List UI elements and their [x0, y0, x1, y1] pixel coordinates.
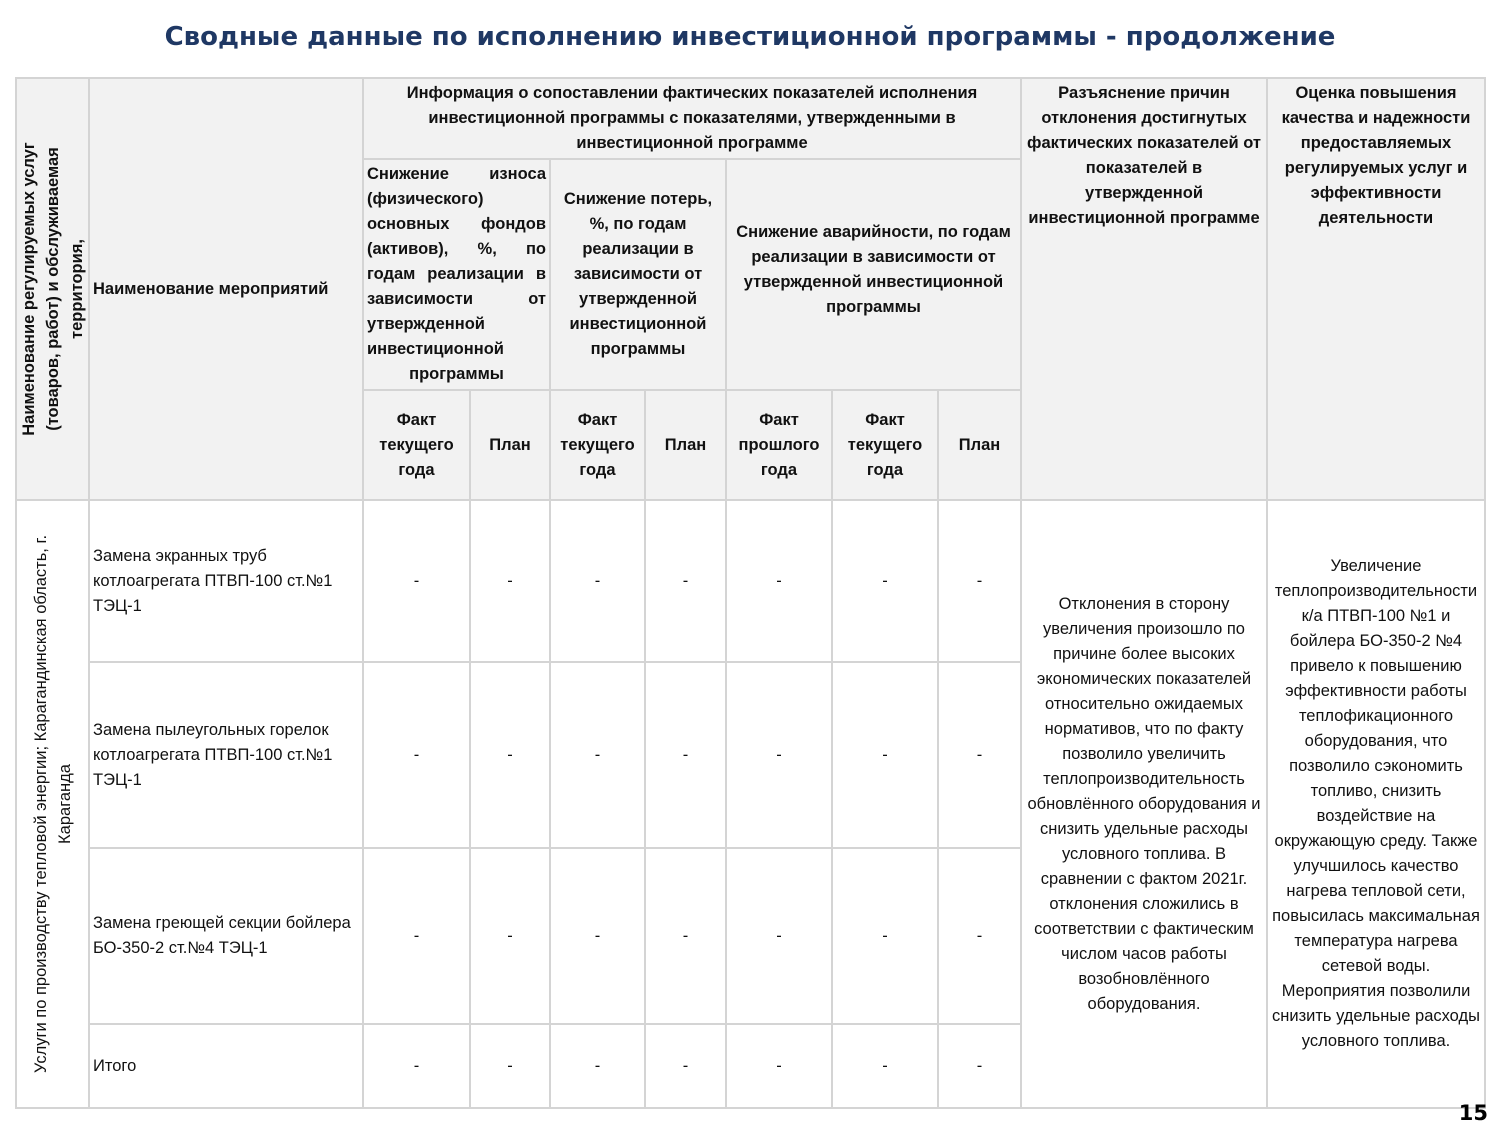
header-service-label: Наименование регулируемых услуг (товаров, работ) и обслуживаемая территория, — [19, 142, 86, 436]
header-accident-fact-previous: Факт прошлого года — [726, 390, 832, 500]
value-cell: - — [363, 662, 470, 848]
investment-program-table — [15, 77, 1486, 1109]
header-wear-fact-current: Факт текущего года — [363, 390, 470, 500]
header-accident-fact-current: Факт текущего года — [832, 390, 938, 500]
value-cell: - — [938, 662, 1021, 848]
value-cell: - — [832, 848, 938, 1024]
value-cell: - — [363, 1024, 470, 1108]
total-label: Итого — [89, 1024, 363, 1108]
value-cell: - — [832, 1024, 938, 1108]
value-cell: - — [550, 848, 645, 1024]
value-cell: - — [832, 500, 938, 662]
value-cell: - — [645, 1024, 726, 1108]
header-wear-group: Снижение износа (физического) основных фондов (активов), %, по годам реализации в зависимости от утвержденной инвестиционной программы — [363, 159, 550, 390]
header-wear-plan: План — [470, 390, 550, 500]
header-reason-column: Разъяснение причин отклонения достигнутых фактических показателей от показателей в утвержденной инвестиционной программе — [1021, 78, 1267, 500]
value-cell: - — [726, 848, 832, 1024]
value-cell: - — [938, 500, 1021, 662]
value-cell: - — [470, 662, 550, 848]
value-cell: - — [938, 848, 1021, 1024]
value-cell: - — [470, 848, 550, 1024]
header-assessment-column: Оценка повышения качества и надежности предоставляемых регулируемых услуг и эффективности деятельности — [1267, 78, 1485, 500]
service-label: Услуги по производству тепловой энергии; Карагандинская область, г. Караганда — [31, 534, 74, 1074]
header-loss-group: Снижение потерь, %, по годам реализации в зависимости от утвержденной инвестиционной программы — [550, 159, 726, 390]
header-service-column — [16, 78, 89, 500]
activity-name: Замена греющей секции бойлера БО-350-2 ст.№4 ТЭЦ-1 — [89, 848, 363, 1024]
page-number: 15 — [1458, 1101, 1488, 1125]
value-cell: - — [726, 500, 832, 662]
header-loss-plan: План — [645, 390, 726, 500]
page-title: Сводные данные по исполнению инвестиционной программы - продолжение — [164, 22, 1336, 52]
header-comparison-group: Информация о сопоставлении фактических показателей исполнения инвестиционной программы с показателями, утвержденными в инвестиционной программе — [363, 78, 1021, 159]
header-accident-plan: План — [938, 390, 1021, 500]
value-cell: - — [550, 662, 645, 848]
value-cell: - — [645, 848, 726, 1024]
value-cell: - — [645, 500, 726, 662]
header-accident-group: Снижение аварийности, по годам реализации в зависимости от утвержденной инвестиционной программы — [726, 159, 1021, 390]
value-cell: - — [550, 500, 645, 662]
value-cell: - — [363, 848, 470, 1024]
assessment-text: Увеличение теплопроизводительности к/а ПТВП-100 №1 и бойлера БО-350-2 №4 привело к повышению эффективности работы теплофикационного оборудования, что позволило сэкономить топливо, снизить воздействие на окружающую среду. Также улучшилось качество нагрева тепловой сети, повысилась максимальная температура нагрева сетевой воды. Мероприятия позволили снизить удельные расходы условного топлива. — [1267, 500, 1485, 1108]
value-cell: - — [645, 662, 726, 848]
header-loss-fact-current: Факт текущего года — [550, 390, 645, 500]
service-cell — [16, 500, 89, 1108]
reason-text: Отклонения в сторону увеличения произошло по причине более высоких экономических показателей относительно ожидаемых нормативов, что по факту позволило увеличить теплопроизводительность обновлённого оборудования и снизить удельные расходы условного топлива. В сравнении с фактом 2021г. отклонения сложились в соответствии с фактическим числом часов работы возобновлённого оборудования. — [1021, 500, 1267, 1108]
activity-name: Замена экранных труб котлоагрегата ПТВП-100 ст.№1 ТЭЦ-1 — [89, 500, 363, 662]
header-activity-column: Наименование мероприятий — [89, 78, 363, 500]
value-cell: - — [726, 662, 832, 848]
table-row — [16, 500, 1485, 662]
value-cell: - — [550, 1024, 645, 1108]
value-cell: - — [726, 1024, 832, 1108]
activity-name: Замена пылеугольных горелок котлоагрегата ПТВП-100 ст.№1 ТЭЦ-1 — [89, 662, 363, 848]
value-cell: - — [470, 1024, 550, 1108]
value-cell: - — [363, 500, 470, 662]
value-cell: - — [938, 1024, 1021, 1108]
value-cell: - — [832, 662, 938, 848]
value-cell: - — [470, 500, 550, 662]
